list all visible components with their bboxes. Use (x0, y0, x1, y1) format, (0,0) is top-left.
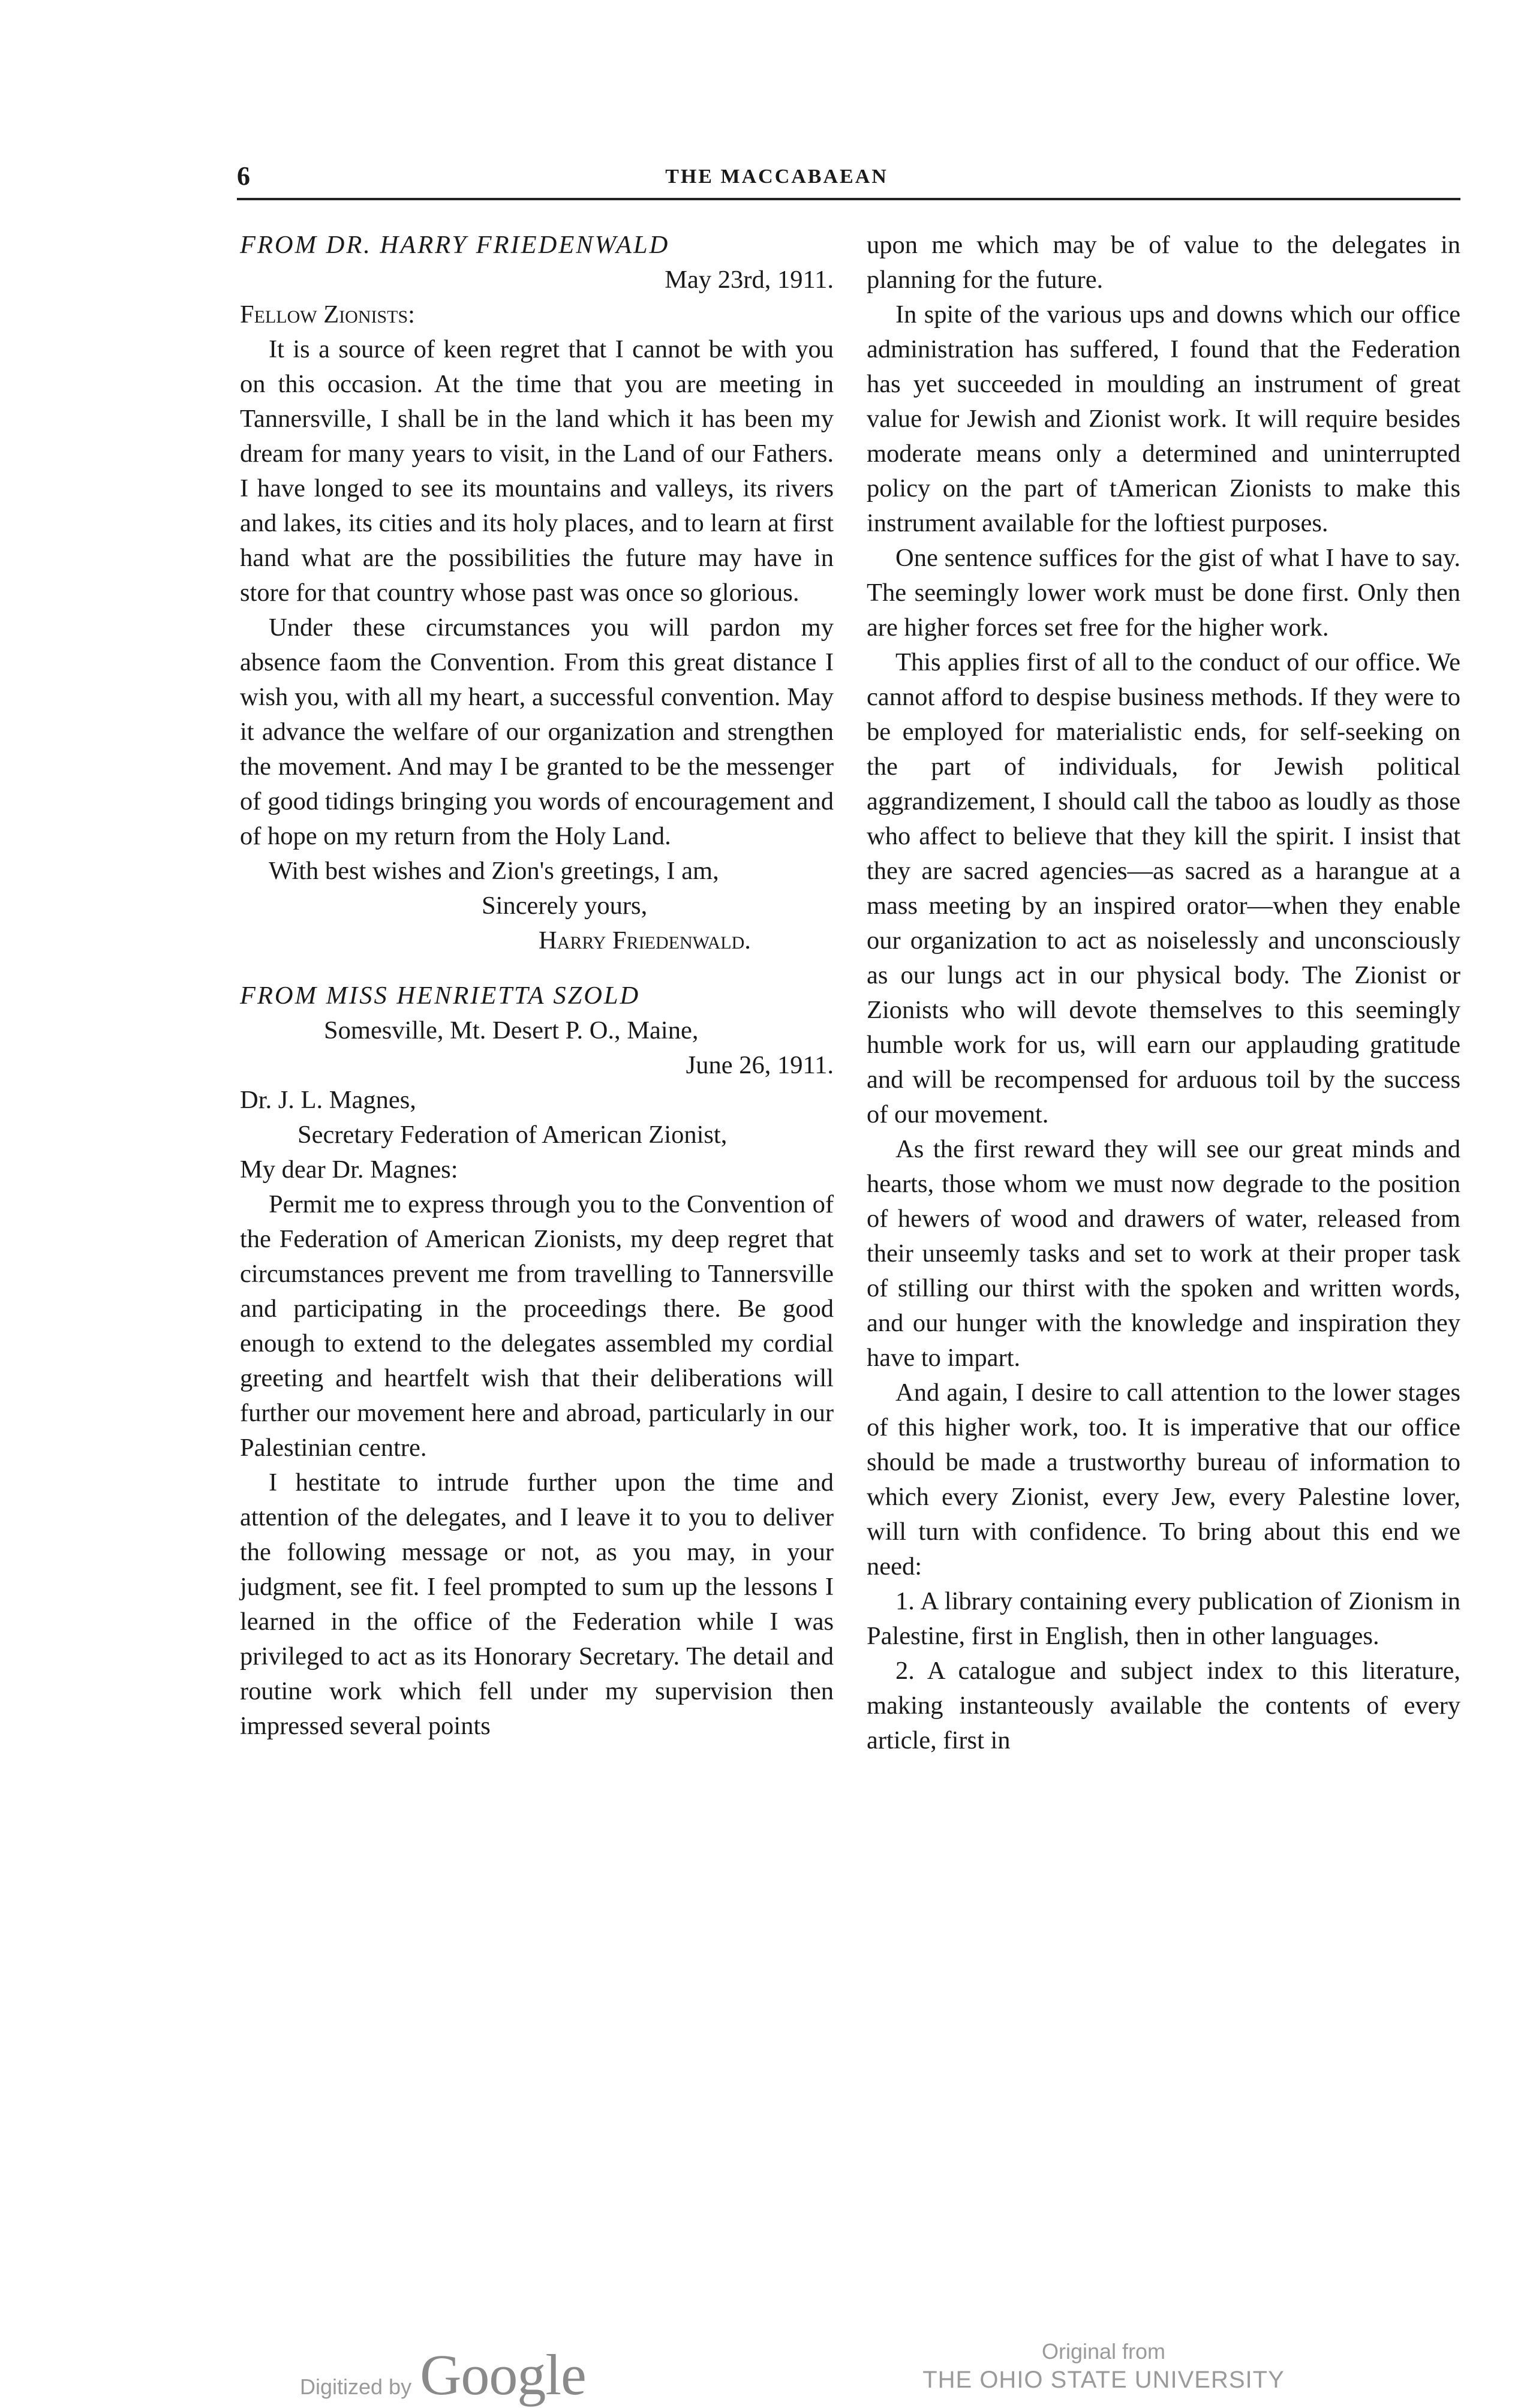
recipient-title: Secretary Federation of American Zionist, (297, 1121, 728, 1149)
paragraph: upon me which may be of value to the delegates in planning for the future. (867, 231, 1460, 294)
letter-heading-friedenwald: FROM DR. HARRY FRIEDENWALD (240, 231, 670, 259)
letter-heading-szold: FROM MISS HENRIETTA SZOLD (240, 982, 641, 1010)
paragraph: Permit me to express through you to the Convention of the Federation of American Zionists, my deep regret that circumstances prevent me from travelling to Tannersville and participating in the proceedings there. Be good enough to extend to the delegates assembled my cordial greeting and heartfelt wish that their deliberations will further our movement here and abroad, particularly in our Palestinian centre. (240, 1190, 834, 1462)
header-rule (237, 198, 1460, 200)
recipient-name: Dr. J. L. Magnes, (240, 1086, 416, 1114)
paragraph: In spite of the various ups and downs which our office administration has suffered, I found that the Federation has yet succeeded in moulding an instrument of great value for Jewish and Zionist work. It will require besides moderate means only a determined and uninterrupted policy on the part of tAmerican Zionists to make this instrument available for the loftiest purposes. (867, 300, 1460, 537)
right-column (867, 228, 1460, 1758)
original-from-label: Original from (1041, 2339, 1166, 2364)
paragraph: Under these circumstances you will pardon my absence faom the Convention. From this great distance I wish you, with all my heart, a successful convention. May it advance the welfare of our organization and strengthen the movement. And may I be granted to be the messenger of good tidings bringing you words of encouragement and of hope on my return from the Holy Land. (240, 613, 834, 850)
salutation: Fellow Zionists: (240, 300, 415, 329)
paragraph: As the first reward they will see our great minds and hearts, those whom we must now degrade to the position of hewers of wood and drawers of water, released from their unseemly tasks and set to work at their proper task of stilling our thirst with the spoken and written words, and our hunger with the knowledge and inspiration they have to impart. (867, 1135, 1460, 1372)
paragraph: It is a source of keen regret that I cannot be with you on this occasion. At the time that you are meeting in Tannersville, I shall be in the land which it has been my dream for many years to visit, in the Land of our Fathers. I have longed to see its mountains and valleys, its rivers and lakes, its cities and its holy places, and to learn at first hand what are the possibilities the future may have in store for that country whose past was once so glorious. (240, 335, 834, 607)
running-title: THE MACCABAEAN (665, 165, 888, 188)
letter-date: June 26, 1911. (686, 1051, 834, 1079)
digitized-by-label: Digitized by (300, 2374, 412, 2399)
list-item: 2. A catalogue and subject index to this literature, making instanteously available the contents of every article, first in (867, 1657, 1460, 1754)
left-column (240, 228, 834, 1744)
closing: Sincerely yours, (482, 892, 648, 920)
google-logo: Google (420, 2343, 586, 2407)
digitized-by-watermark (300, 2341, 586, 2407)
sender-address: Somesville, Mt. Desert P. O., Maine, (324, 1016, 699, 1045)
paragraph: This applies first of all to the conduct of our office. We cannot afford to despise business methods. If they were to be employed for materialistic ends, for self-seeking on the part of individuals, for Jewish political aggrandizement, I should call the taboo as loudly as those who affect to believe that they kill the spirit. I insist that they are sacred agencies—as sacred as a harangue at a mass meeting by an inspired orator—when they enable our organization to act as noiselessly and unconsciously as our lungs act in our physical body. The Zionist or Zionists who will devote themselves to this seemingly humble work for us, will earn our applauding gratitude and will be recompensed for arduous toil by the success of our movement. (867, 648, 1460, 1128)
institution-name: THE OHIO STATE UNIVERSITY (922, 2367, 1285, 2393)
salutation: My dear Dr. Magnes: (240, 1155, 458, 1184)
paragraph: With best wishes and Zion's greetings, I am, (269, 857, 719, 885)
page-header (237, 161, 1316, 197)
signature: Harry Friedenwald. (539, 926, 751, 955)
paragraph: And again, I desire to call attention to the lower stages of this higher work, too. It is imperative that our office should be made a trustworthy bureau of information to which every Zionist, every Jew, every Palestine lover, will turn with confidence. To bring about this end we need: (867, 1378, 1460, 1581)
page-number: 6 (237, 161, 250, 191)
letter-date: May 23rd, 1911. (665, 266, 834, 294)
list-item: 1. A library containing every publication of Zionism in Palestine, first in English, then in other languages. (867, 1587, 1460, 1650)
section-gap (240, 958, 834, 979)
paragraph: One sentence suffices for the gist of what I have to say. The seemingly lower work must be done first. Only then are higher forces set free for the higher work. (867, 544, 1460, 642)
paragraph: I hestitate to intrude further upon the time and attention of the delegates, and I leave it to you to deliver the following message or not, as you may, in your judgment, see fit. I feel prompted to sum up the lessons I learned in the office of the Federation while I was privileged to act as its Honorary Secretary. The detail and routine work which fell under my supervision then impressed several points (240, 1468, 834, 1740)
source-watermark (888, 2338, 1319, 2395)
